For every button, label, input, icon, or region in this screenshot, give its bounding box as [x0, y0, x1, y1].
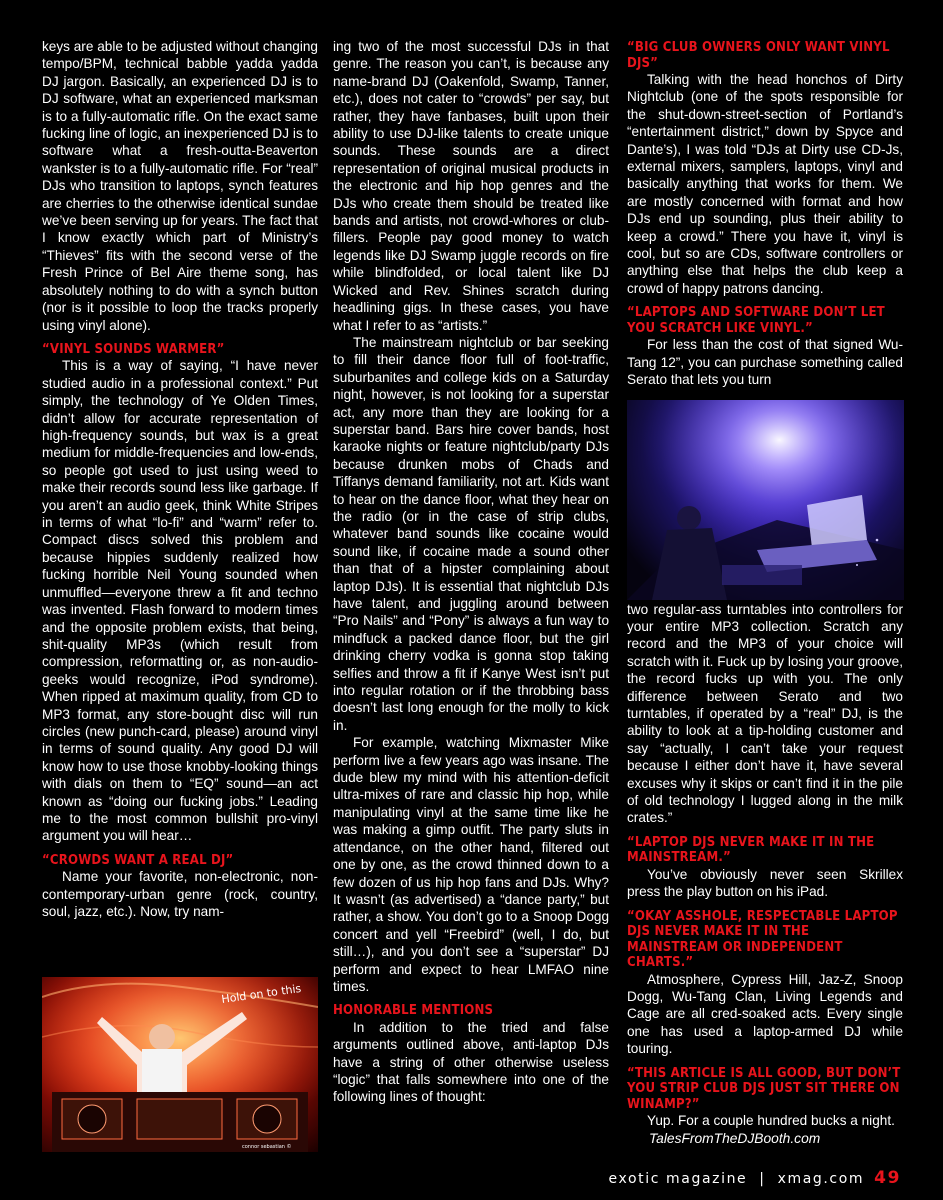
website: xmag.com — [777, 1171, 865, 1187]
body-paragraph: You’ve obviously never seen Skrillex press the play button on his iPad. — [627, 866, 903, 900]
section-heading: “THIS ARTICLE IS ALL GOOD, BUT DON’T YOU STRIP CLUB DJS JUST SIT THERE ON WINAMP?” — [627, 1065, 901, 1112]
dj-stage-photo — [42, 977, 318, 1152]
section-heading: “OKAY ASSHOLE, RESPECTABLE LAPTOP DJS NEVER MAKE IT IN THE MAINSTREAM OR INDEPENDENT CHARTS.” — [627, 908, 898, 971]
body-paragraph: This is a way of saying, “I have never studied audio in a professional context.” Put simply, the technology of Ye Olden Times, didn’t allow for accurate representation of high-frequency sounds, but wax is a great medium for middle-frequencies and low-ends, so people got used to just using weed to make their records sound less like garbage. If you aren’t an audio geek, think White Stripes in terms of what “lo-fi” and “warm” refer to. Compact discs solved this problem and because hippies suddenly realized how fucking horrible Neil Young sounded when unmuffled—everyone threw a fit and techno was invented. Flash forward to modern times and the opposite problem exists, that being, shit-quality MP3s (which result from compression, reformatting or, as non-audio-geeks would recognize, iPod syndrome). When ripped at maximum quality, from CD to MP3 format, any store-bought disc will run circles (new punch-card, please) around vinyl in terms of sound quality. Any good DJ will know how to use those knobby-looking things with dials on them to “EQ” sound—an act known as “doing our fucking jobs.” Leading me to the most common bullshit pro-vinyl argument you will hear… — [42, 358, 318, 844]
body-paragraph: The mainstream nightclub or bar seeking to fill their dance floor full of foot-traffic, suburbanites and college kids on a Saturday night, however, is not looking for a superstar act, any more than they are looking for a superstar band. Bars hire cover bands, host karaoke nights or feature nightclub/party DJs because drunken mobs of Chads and Tiffanys demand familiarity, not art. Kids want to hear on the dance floor, what they hear on the radio (or in the case of strip clubs, whatever band sounds like cocaine would sound like, if cocaine made a sound other than that of a hipster complaining about laptop DJs). It is essential that nightclub DJs have talent, and juggling around between “Pro Nails” and “Pony” is always a fun way to mindfuck a packed dance floor, but the girl drinking cherry vodka is gonna stop taking selfies and throw a fit if Kanye West isn’t put into regular rotation or if the throbbing bass doesn’t last long enough for the molly to kick in. — [333, 334, 609, 733]
body-paragraph: For example, watching Mixmaster Mike perform live a few years ago was insane. The dude blew my mind with his attention-deficit ultra-mixes of rare and classic hip hop, while manipulating vinyl at the same time like he was making a gimp outfit. The party sluts in attendance, on the other hand, filtered out one by one, as the crowd thinned down to a few dozen of us hip hop fans and DJs. Why? It wasn’t (as advertised) a “dance party,” but rather, a show. You don’t go to a Snoop Dogg concert and yell “Freebird” (well, I do, but still…), and you don’t see a “superstar” DJ perform and expect to hear LMFAO nine times. — [333, 735, 609, 994]
page-footer — [609, 1168, 901, 1188]
body-paragraph: Talking with the head honchos of Dirty Nightclub (one of the spots responsible for the shut-down-street-section of Portland’s “entertainment district,” down by Spyce and Dante’s), I was told “DJs at Dirty use CD-Js, external mixers, samplers, laptops, vinyl and basically anything that works for them. We are mostly concerned with format and how DJs end up sounding, plus their ability to keep a crowd.” There you have it, vinyl is cool, but so are CDs, software controllers or anything else that helps the club keep a crowd of happy patrons dancing. — [627, 72, 903, 296]
footer-separator: | — [759, 1171, 766, 1187]
article-signature: TalesFromTheDJBooth.com — [649, 1130, 821, 1146]
column-1 — [42, 38, 318, 921]
body-paragraph: Yup. For a couple hundred bucks a night. — [647, 1113, 895, 1129]
dj-stage-illustration — [42, 977, 318, 1152]
photo-sign-text: Hold on to this — [220, 981, 302, 1006]
body-paragraph: two regular-ass turntables into controllers for your entire MP3 collection. Scratch any record and the MP3 of your choice will scratch with it. Fuck up by losing your groove, the record fucks up with you. The only difference between Serato and two turntables, if operated by a “real” DJ, is the ability to look at a tip-holding customer and say “actually, I can’t take your request because I either don’t have it, have several excuses why it skips or can’t find it in the pile of old technology I lugged along in the milk crates.” — [627, 601, 903, 826]
magazine-name: exotic magazine — [608, 1171, 748, 1187]
section-heading: “VINYL SOUNDS WARMER” — [42, 341, 225, 357]
body-paragraph: Name your favorite, non-electronic, non-contemporary-urban genre (rock, country, soul, jazz, etc.). Now, try nam- — [42, 869, 318, 920]
section-heading: “BIG CLUB OWNERS ONLY WANT VINYL DJS” — [627, 40, 890, 71]
page-number: 49 — [874, 1168, 901, 1188]
section-heading: “LAPTOPS AND SOFTWARE DON’T LET YOU SCRATCH LIKE VINYL.” — [627, 305, 885, 336]
body-paragraph: ing two of the most successful DJs in that genre. The reason you can’t, is because any name-brand DJ (Oakenfold, Swamp, Tanner, etc.), does not cater to “crowds” per say, but rather, they have fanbases, built upon their ability to use DJ-like talents to create unique sounds. These sounds are a direct representation of original musical products in the electronic and hip hop genres and the DJs who create them should be treated like bands and artists, not crowd-whores or club-fillers. People pay good money to watch legends like DJ Swamp juggle records on fire while blindfolded, or local talent like DJ Wicked and Rev. Shines scratch during headlining gigs. In these cases, you have what I refer to as “artists.” — [333, 39, 609, 333]
column-2 — [333, 38, 609, 1106]
body-paragraph: For less than the cost of that signed Wu-Tang 12”, you can purchase something called Serato that lets you turn — [627, 337, 903, 388]
body-paragraph: Atmosphere, Cypress Hill, Jaz-Z, Snoop Dogg, Wu-Tang Clan, Living Legends and Cage are all cred-soaked acts. Every single one has used a laptop-armed DJ while touring. — [627, 971, 903, 1057]
dj-laptop-photo — [627, 400, 904, 600]
section-heading: “CROWDS WANT A REAL DJ” — [42, 852, 234, 868]
section-heading: “LAPTOP DJS NEVER MAKE IT IN THE MAINSTREAM.” — [627, 834, 875, 866]
photo-credit: connor sebastian © — [242, 1144, 292, 1150]
body-paragraph: In addition to the tried and false arguments outlined above, anti-laptop DJs have a string of other otherwise useless “logic” that falls somewhere into one of the following lines of thought: — [333, 1019, 609, 1105]
section-heading: HONORABLE MENTIONS — [333, 1003, 494, 1019]
dj-laptop-illustration — [627, 400, 904, 600]
body-paragraph: keys are able to be adjusted without changing tempo/BPM, technical babble yadda yadda DJ jargon. Basically, an experienced DJ is to DJ software, what an experienced marksman is to a fully-automatic rifle. On the exact same fucking line of logic, an inexperienced DJ is to software what a fresh-outta-Beaverton wankster is to a fully-automatic rifle. For “real” DJs who transition to laptops, synch features are cherries to the otherwise identical sundae we’ve been serving up for years. The fact that I know exactly which part of Ministry’s “Thieves” fits with the second verse of the Fresh Prince of Bel Aire theme song, has absolutely nothing to do with a synch button (nor is it possible to loop the tracks properly using vinyl alone). — [42, 39, 318, 333]
